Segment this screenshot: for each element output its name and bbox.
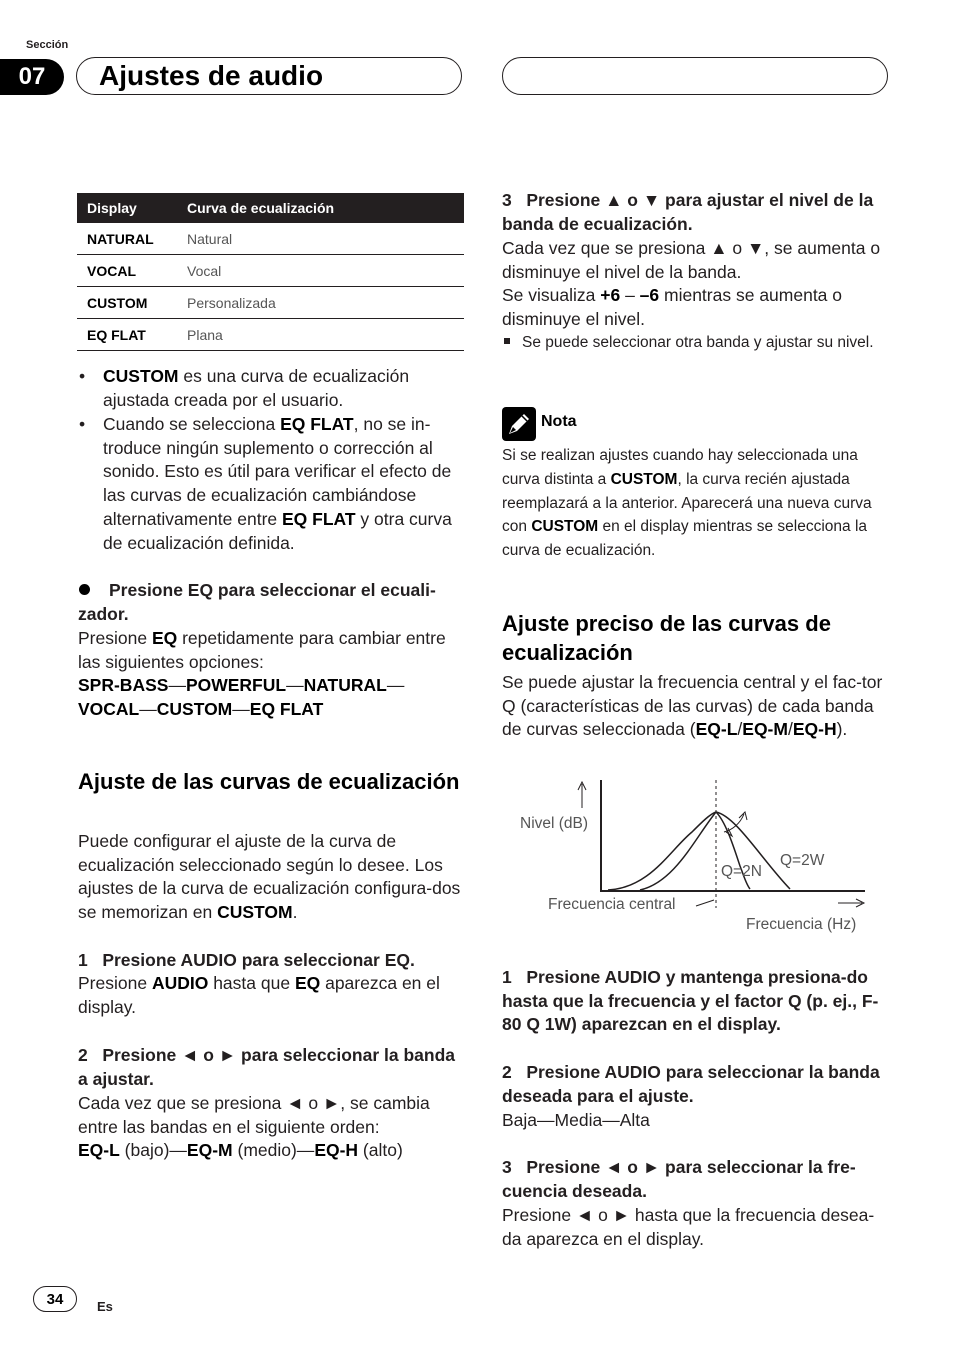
bold-eq-m-2: EQ-M (742, 719, 788, 740)
bold-audio: AUDIO (151, 973, 209, 993)
header-empty-frame (502, 57, 888, 95)
square-bullet-icon (504, 338, 510, 344)
stepC-heading (502, 1156, 890, 1203)
step3-number: 3 (502, 190, 512, 210)
stepB-heading (502, 1061, 890, 1108)
page-number: 34 (33, 1286, 77, 1312)
stepC-number: 3 (502, 1157, 512, 1177)
section-ajuste-period: . (292, 902, 298, 923)
title-frame (76, 57, 462, 95)
step1-heading-text: Presione AUDIO para seleccionar EQ. (102, 950, 415, 970)
bold-plus6: +6 (600, 285, 621, 306)
center-label-leader (696, 900, 714, 906)
table-cell-display: VOCAL (77, 255, 177, 287)
language-code: Es (97, 1299, 113, 1314)
dash: — (139, 699, 157, 720)
section2-text: Se puede ajustar la frecuencia central y el fac-tor Q (características de las curvas) de cada banda de curvas seleccionada ( (502, 672, 883, 740)
bullet-eq-flat-text-1: Cuando se selecciona (103, 414, 281, 434)
bullet-custom: • CUSTOM es una curva de ecualización ajustada creada por el usuario. (79, 366, 410, 410)
table-header-curve: Curva de ecualización (177, 193, 464, 223)
option-vocal: VOCAL (78, 699, 140, 720)
step2-heading-text: Presione ◄ o ► para seleccionar la banda a ajustar. (78, 1045, 456, 1089)
section-ajuste-preciso-paragraph (502, 671, 890, 742)
diagram-q2w-label: Q=2W (780, 852, 825, 869)
section2-close: ). (836, 719, 848, 740)
stepA-heading-text: Presione AUDIO y mantenga presiona-do hasta que la frecuencia y el factor Q (p. ej., F- 80 Q 1W) aparezcan en el display. (502, 967, 879, 1035)
note-label: Nota (541, 413, 577, 430)
option-custom: CUSTOM (156, 699, 233, 720)
section-title-ajuste: Ajuste de las curvas de ecualización (78, 769, 460, 794)
step2-number: 2 (78, 1045, 88, 1065)
step3-note-text: Se puede seleccionar otra banda y ajustar su nivel. (522, 334, 874, 351)
bold-eq-m: EQ-M (186, 1140, 233, 1161)
bullet-eq-flat: • Cuando se selecciona EQ FLAT, no se in-troduce ningún suplemento o corrección al sonido. Esto es útil para verificar el efecto de las curvas de ecualización cambiándose alternativamente entre EQ FLAT y otra curva de ecualización definida. (79, 414, 452, 553)
stepC-heading-text: Presione ◄ o ► para seleccionar la fre-cuencia deseada. (502, 1157, 856, 1201)
bold-eq-h: EQ-H (314, 1140, 359, 1161)
bold-custom: CUSTOM (103, 366, 179, 386)
table-cell-curve: Vocal (177, 255, 464, 287)
option-eq-flat: EQ FLAT (249, 699, 324, 720)
page-title: Ajustes de audio (99, 60, 324, 91)
slash: / (787, 719, 793, 740)
section-ajuste-text: Puede configurar el ajuste de la curva de ecualización seleccionado según lo desee. Los ajustes de la curva de ecualización configura-dos se memorizan en (78, 831, 461, 923)
diagram-ylabel: Nivel (dB) (520, 815, 589, 832)
bold-minus6: –6 (639, 285, 660, 306)
bold-eq-h-2: EQ-H (792, 719, 837, 740)
table-cell-display: EQ FLAT (77, 319, 177, 351)
diagram-q2n-label: Q=2N (721, 863, 762, 880)
table-row (77, 287, 464, 319)
section-ajuste-paragraph (78, 830, 464, 925)
step3-text-1: Cada vez que se presiona ▲ o ▼, se aumenta o disminuye el nivel de la banda. (502, 238, 881, 282)
note-text-3: en el display mientras se selecciona la curva de ecualización. (502, 518, 868, 560)
step3-heading-text: Presione ▲ o ▼ para ajustar el nivel de la banda de ecualización. (502, 190, 874, 234)
note-pencil-icon (502, 407, 536, 441)
step3-note (502, 331, 890, 355)
bold-custom-2: CUSTOM (217, 902, 293, 923)
step1-number: 1 (78, 950, 88, 970)
table-row (77, 255, 464, 287)
stepC-paragraph: Presione ◄ o ► hasta que la frecuencia desea-da aparezca en el display. (502, 1205, 875, 1249)
table-header-row (77, 193, 464, 223)
bold-eq-l: EQ-L (78, 1140, 120, 1161)
option-natural: NATURAL (303, 675, 387, 696)
bold-eq-l-2: EQ-L (695, 719, 738, 740)
eq-curve-table (77, 193, 464, 351)
step2-heading (78, 1044, 464, 1091)
step3-dash: – (620, 285, 640, 306)
stepA-heading (502, 966, 890, 1037)
bold-custom-3: CUSTOM (610, 470, 678, 488)
table-row (77, 223, 464, 255)
step1-paragraph (78, 972, 464, 1019)
eq-step-text-2: repetidamente para cambiar entre las siguientes opciones: (78, 628, 446, 672)
note-text-2: , la curva recién ajustada reemplazará a la anterior. Aparecerá una nueva curva con (502, 470, 872, 536)
eq-step-paragraph (78, 627, 464, 722)
table-cell-curve: Plana (177, 319, 464, 351)
eq-curve-diagram (500, 770, 890, 940)
step1-text-3: aparezca en el display. (78, 973, 440, 1017)
step1-text-1: Presione (78, 973, 152, 993)
step3-paragraph (502, 237, 890, 332)
note-text-1: Si se realizan ajustes cuando hay seleccionada una curva distinta a (502, 447, 858, 488)
bold-eq-flat: EQ FLAT (280, 414, 354, 434)
table-header-display: Display (77, 193, 177, 223)
eq-step-text-1: Presione (78, 628, 152, 648)
dash: — (168, 675, 186, 696)
bold-eq-2: EQ (294, 973, 321, 993)
step1-heading (78, 949, 464, 973)
dash: — (232, 699, 250, 720)
stepB-number: 2 (502, 1062, 512, 1082)
stepB-heading-text: Presione AUDIO para seleccionar la banda deseada para el ajuste. (502, 1062, 880, 1106)
step3-text-2: Se visualiza (502, 285, 601, 306)
step2-paragraph (78, 1092, 464, 1163)
option-powerful: POWERFUL (185, 675, 287, 696)
stepB-paragraph: Baja—Media—Alta (502, 1110, 650, 1130)
bullet-eq-flat-text-3: y otra curva de ecualización definida. (103, 508, 452, 553)
curve-q2w (608, 812, 790, 890)
table-cell-display: NATURAL (77, 223, 177, 255)
eq-step-heading: Presione EQ para seleccionar el ecuali-zador. (78, 580, 436, 624)
section-title-ajuste-preciso: Ajuste preciso de las curvas de ecualización (502, 611, 831, 665)
diagram-xlabel: Frecuencia (Hz) (746, 916, 857, 933)
section-number-badge: 07 (0, 59, 64, 95)
table-cell-curve: Natural (177, 223, 464, 255)
stepA-number: 1 (502, 967, 512, 987)
table-cell-display: CUSTOM (77, 287, 177, 319)
dash: — (386, 675, 405, 696)
step2-medio: (medio)— (232, 1140, 315, 1161)
bullet-custom-text: es una curva de ecualización ajustada creada por el usuario. (103, 366, 410, 410)
step1-text-2: hasta que (208, 973, 295, 993)
note-paragraph (502, 444, 890, 563)
bold-custom-4: CUSTOM (531, 518, 599, 536)
bullet-eq-flat-text-2: , no se in-troduce ningún suplemento o corrección al sonido. Esto es útil para verificar el efecto de las curvas de ecualización cambiándose alternativamente entre (103, 414, 452, 529)
dash: — (286, 675, 304, 696)
step2-alto: (alto) (358, 1140, 403, 1161)
bold-eq-flat-2: EQ FLAT (282, 508, 356, 529)
step2-text: Cada vez que se presiona ◄ o ►, se cambia entre las bandas en el siguiente orden: (78, 1093, 430, 1137)
diagram-center-label: Frecuencia central (548, 896, 676, 913)
section-label: Sección (26, 39, 69, 51)
bold-eq: EQ (151, 628, 178, 648)
step3-heading (502, 189, 890, 236)
step3-text-3: mientras se aumenta o disminuye el nivel. (502, 285, 843, 330)
option-spr-bass: SPR-BASS (78, 675, 169, 696)
table-cell-curve: Personalizada (177, 287, 464, 319)
slash: / (737, 719, 743, 740)
table-row (77, 319, 464, 351)
step2-bajo: (bajo)— (119, 1140, 187, 1161)
